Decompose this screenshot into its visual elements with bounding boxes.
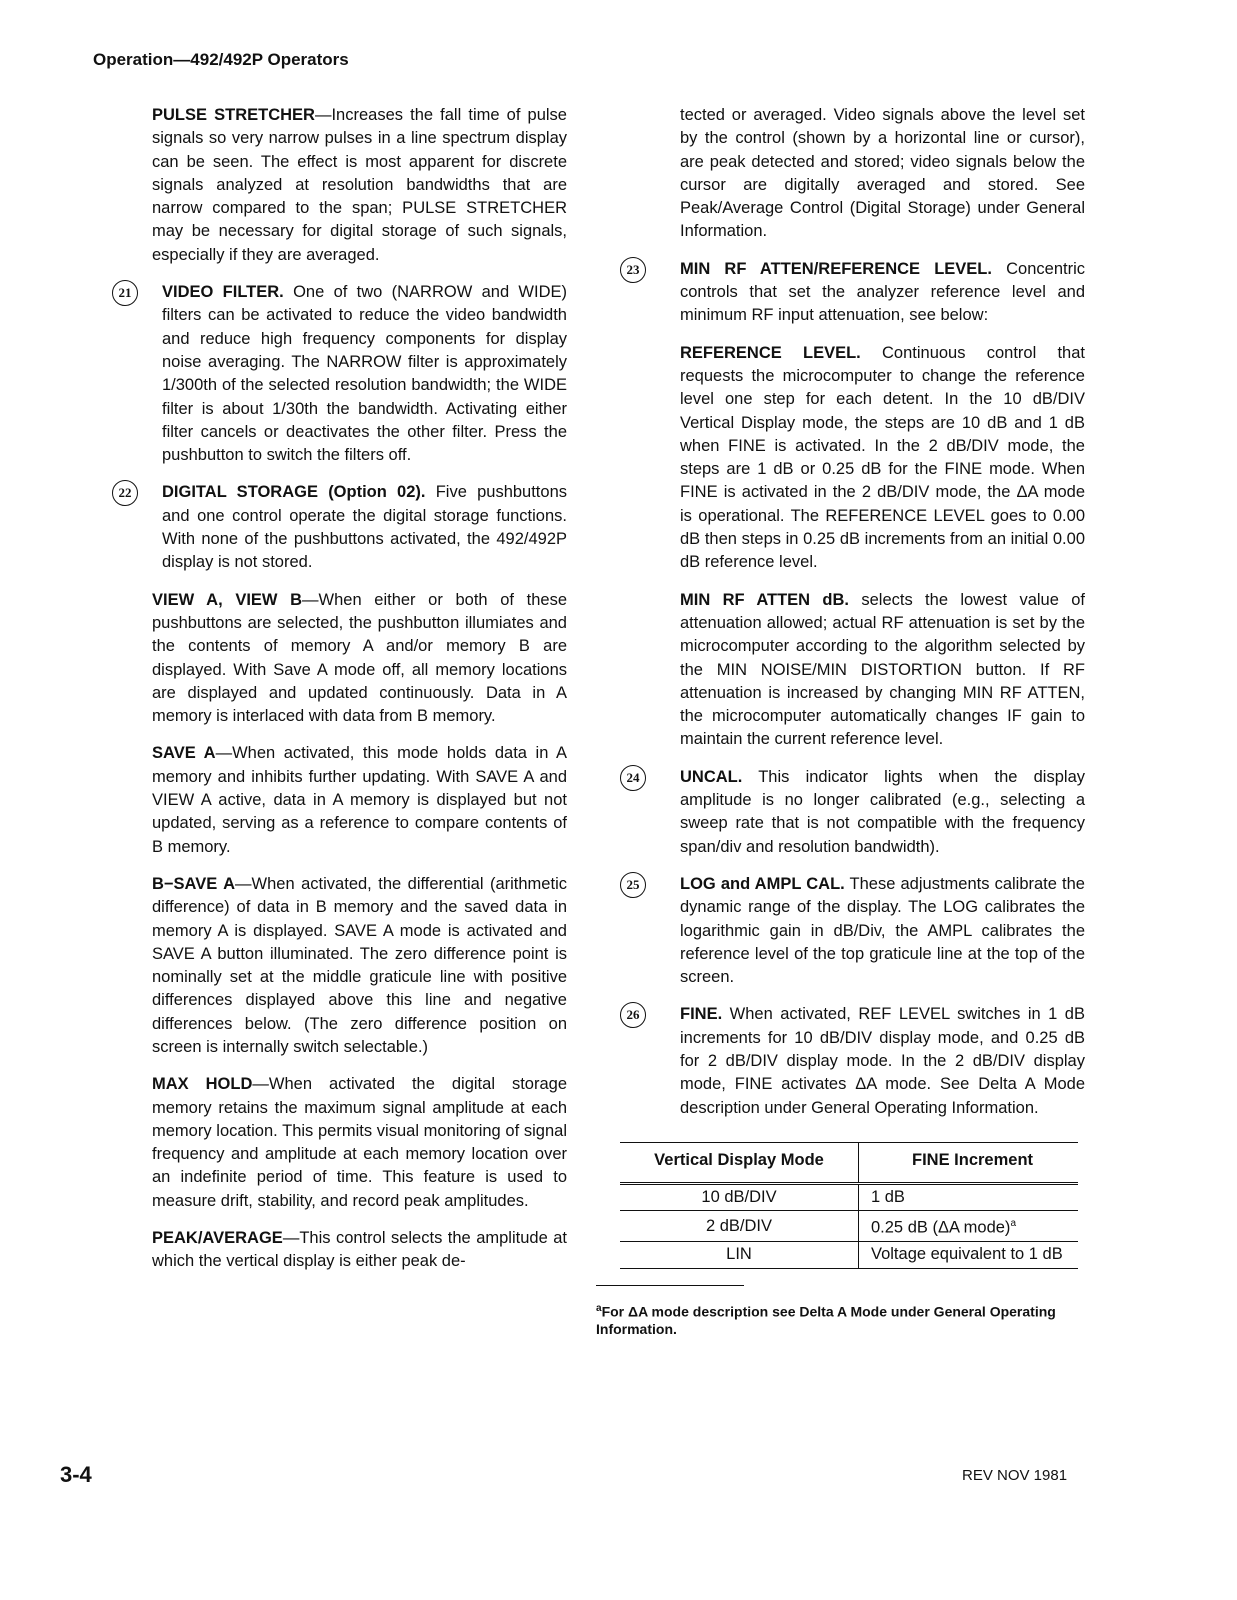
table-row <box>620 1211 1078 1242</box>
min-rf-atten-reference-level-text: Concentric controls that set the analyzer reference level and minimum RF input attenuation, see below: <box>680 259 1085 325</box>
view-title: VIEW A, VIEW B <box>152 590 303 609</box>
digital-storage-title: DIGITAL STORAGE (Option 02). <box>162 483 426 502</box>
table-header-increment: FINE Increment <box>859 1142 1079 1183</box>
table-cell-increment: Voltage equivalent to 1 dB <box>859 1242 1079 1268</box>
callout-number-26: 26 <box>620 1002 646 1028</box>
item-21 <box>118 281 568 467</box>
left-column <box>118 104 568 1288</box>
continued-paragraph: tected or averaged. Video signals above the level set by the control (shown by a horizontal line or cursor), are peak detected and stored; video signals below the cursor are digitally averaged and stored. See Peak/Average Control (Digital Storage) under General Information. <box>680 106 1085 241</box>
fine-text: When activated, REF LEVEL switches in 1 dB increments for 10 dB/DIV display mode, and 0.25 dB for 2 dB/DIV display mode. In the 2 dB/DIV display mode, FINE activates ΔA mode. See Delta A Mode description under General Operating Information. <box>680 1005 1085 1117</box>
pulse-stretcher-title: PULSE STRETCHER <box>152 106 315 124</box>
table-row <box>620 1184 1078 1211</box>
footnote-mark: a <box>596 1302 602 1314</box>
table-cell-increment <box>859 1211 1079 1242</box>
item-24 <box>620 766 1085 859</box>
pulse-stretcher-paragraph <box>152 104 567 267</box>
digital-storage-text: Five pushbuttons and one control operate the digital storage functions. With none of the pushbuttons activated, the 492/492P display is not stored. <box>162 483 567 572</box>
table-cell-mode: LIN <box>620 1242 859 1268</box>
peak-average-text: —This control selects the amplitude at which the vertical display is either peak de- <box>152 1229 567 1271</box>
uncal-text: This indicator lights when the display amplitude is no longer calibrated (e.g., selecting a sweep rate that is not compatible with the frequency span/div and resolution bandwidth). <box>680 767 1085 856</box>
callout-number-25: 25 <box>620 872 646 898</box>
view-text: —When either or both of these pushbuttons are selected, the pushbutton illumiates and the contents of memory A and/or memory B are displayed. With Save A mode off, all memory locations are displayed and updated continuously. Data in A memory is interlaced with data from B memory. <box>152 590 567 726</box>
reference-level-text: Continuous control that requests the microcomputer to change the reference level one step for each detent. In the 10 dB/DIV Vertical Display mode, the steps are 10 dB and 1 dB when FINE is activated. In the 2 dB/DIV mode, the steps are 1 dB or 0.25 dB for the FINE mode. When FINE is activated in the 2 dB/DIV mode, the ΔA mode is operational. The REFERENCE LEVEL goes to 0.00 dB then steps in 0.25 dB increments from an initial 0.00 dB reference level. <box>680 343 1085 572</box>
max-hold-text: —When activated the digital storage memory retains the maximum signal amplitude at each memory location. This permits visual monitoring of signal frequency and amplitude at each memory location over an indefinite period of time. This feature is used to measure drift, stability, and record peak amplitudes. <box>152 1075 567 1210</box>
view-paragraph <box>152 589 567 729</box>
pulse-stretcher-text: —Increases the fall time of pulse signals so very narrow pulses in a line spectrum display can be seen. The effect is most apparent for discrete signals analyzed at resolution bandwidths that are narrow compared to the span; PULSE STRETCHER may be necessary for digital storage of such signals, especially if they are averaged. <box>152 106 567 264</box>
footnote <box>596 1300 1085 1339</box>
b-save-a-paragraph <box>152 873 567 1059</box>
callout-number-24: 24 <box>620 765 646 791</box>
revision-date: REV NOV 1981 <box>962 1467 1068 1484</box>
table-cell-increment: 1 dB <box>859 1184 1079 1211</box>
uncal-title: UNCAL. <box>680 767 743 786</box>
table-header-mode: Vertical Display Mode <box>620 1142 859 1183</box>
save-a-title: SAVE A <box>152 744 216 763</box>
footnote-marker: a <box>1010 1218 1016 1230</box>
item-22 <box>118 481 567 574</box>
b-save-a-text: —When activated, the differential (arithmetic difference) of data in B memory and the saved data in memory A is displayed. SAVE A mode is activated and SAVE A button illuminated. The zero difference point is nominally set at the middle graticule line with positive differences displayed above this line and negative differences below. (The zero difference position on screen is internally switch selectable.) <box>152 874 567 1056</box>
table-header-row <box>620 1142 1078 1183</box>
log-ampl-cal-title: LOG and AMPL CAL. <box>680 874 845 893</box>
footnote-text: For ΔA mode description see Delta A Mode under General Operating Information. <box>596 1303 1056 1338</box>
page-header: Operation—492/492P Operators <box>93 50 349 69</box>
min-rf-atten-reference-level-title: MIN RF ATTEN/REFERENCE LEVEL. <box>680 259 992 278</box>
video-filter-text: One of two (NARROW and WIDE) filters can be activated to reduce the video bandwidth and reduce high frequency components for display noise averaging. The NARROW filter is approximately 1/300th of the selected resolution bandwidth; the WIDE filter is about 1/30th the bandwidth. Activating either filter cancels or deactivates the other filter. Press the pushbutton to switch the filters off. <box>162 283 568 465</box>
callout-number-22: 22 <box>112 480 138 506</box>
reference-level-paragraph <box>620 342 1085 575</box>
min-rf-atten-paragraph <box>620 589 1085 752</box>
max-hold-paragraph <box>152 1073 567 1213</box>
fine-increment-table <box>620 1142 1078 1269</box>
callout-number-21: 21 <box>112 280 138 306</box>
table-row <box>620 1242 1078 1268</box>
min-rf-atten-title: MIN RF ATTEN dB. <box>680 590 850 609</box>
callout-number-23: 23 <box>620 257 646 283</box>
table-cell-mode: 10 dB/DIV <box>620 1184 859 1211</box>
save-a-text: —When activated, this mode holds data in A memory and inhibits further updating. With SAVE A and VIEW A active, data in A memory is displayed but not updated, serving as a reference to compare contents of B memory. <box>152 744 567 856</box>
footnote-rule <box>596 1285 744 1286</box>
save-a-paragraph <box>152 742 567 858</box>
right-column <box>596 104 1086 1338</box>
min-rf-atten-text: selects the lowest value of attenuation allowed; actual RF attenuation is set by the microcomputer according to the algorithm selected by the MIN NOISE/MIN DISTORTION button. If RF attenuation is increased by changing MIN RF ATTEN, the microcomputer automatically changes IF gain to maintain the current reference level. <box>680 590 1086 749</box>
reference-level-title: REFERENCE LEVEL. <box>680 343 861 362</box>
item-25 <box>620 873 1085 989</box>
item-26 <box>620 1003 1085 1119</box>
b-save-a-title: B−SAVE A <box>152 874 236 893</box>
item-23 <box>620 258 1085 328</box>
log-ampl-cal-text: These adjustments calibrate the dynamic range of the display. The LOG calibrates the logarithmic gain in dB/Div, the AMPL calibrates the reference level of the top graticule line at the top of the screen. <box>680 874 1085 987</box>
video-filter-title: VIDEO FILTER. <box>162 283 284 302</box>
peak-average-title: PEAK/AVERAGE <box>152 1229 283 1248</box>
table-cell-mode: 2 dB/DIV <box>620 1211 859 1242</box>
table-cell-increment-text: 0.25 dB (ΔA mode) <box>871 1218 1011 1237</box>
max-hold-title: MAX HOLD <box>152 1075 253 1094</box>
page-number: 3-4 <box>60 1462 92 1487</box>
fine-title: FINE. <box>680 1005 723 1024</box>
peak-average-paragraph <box>152 1227 567 1274</box>
